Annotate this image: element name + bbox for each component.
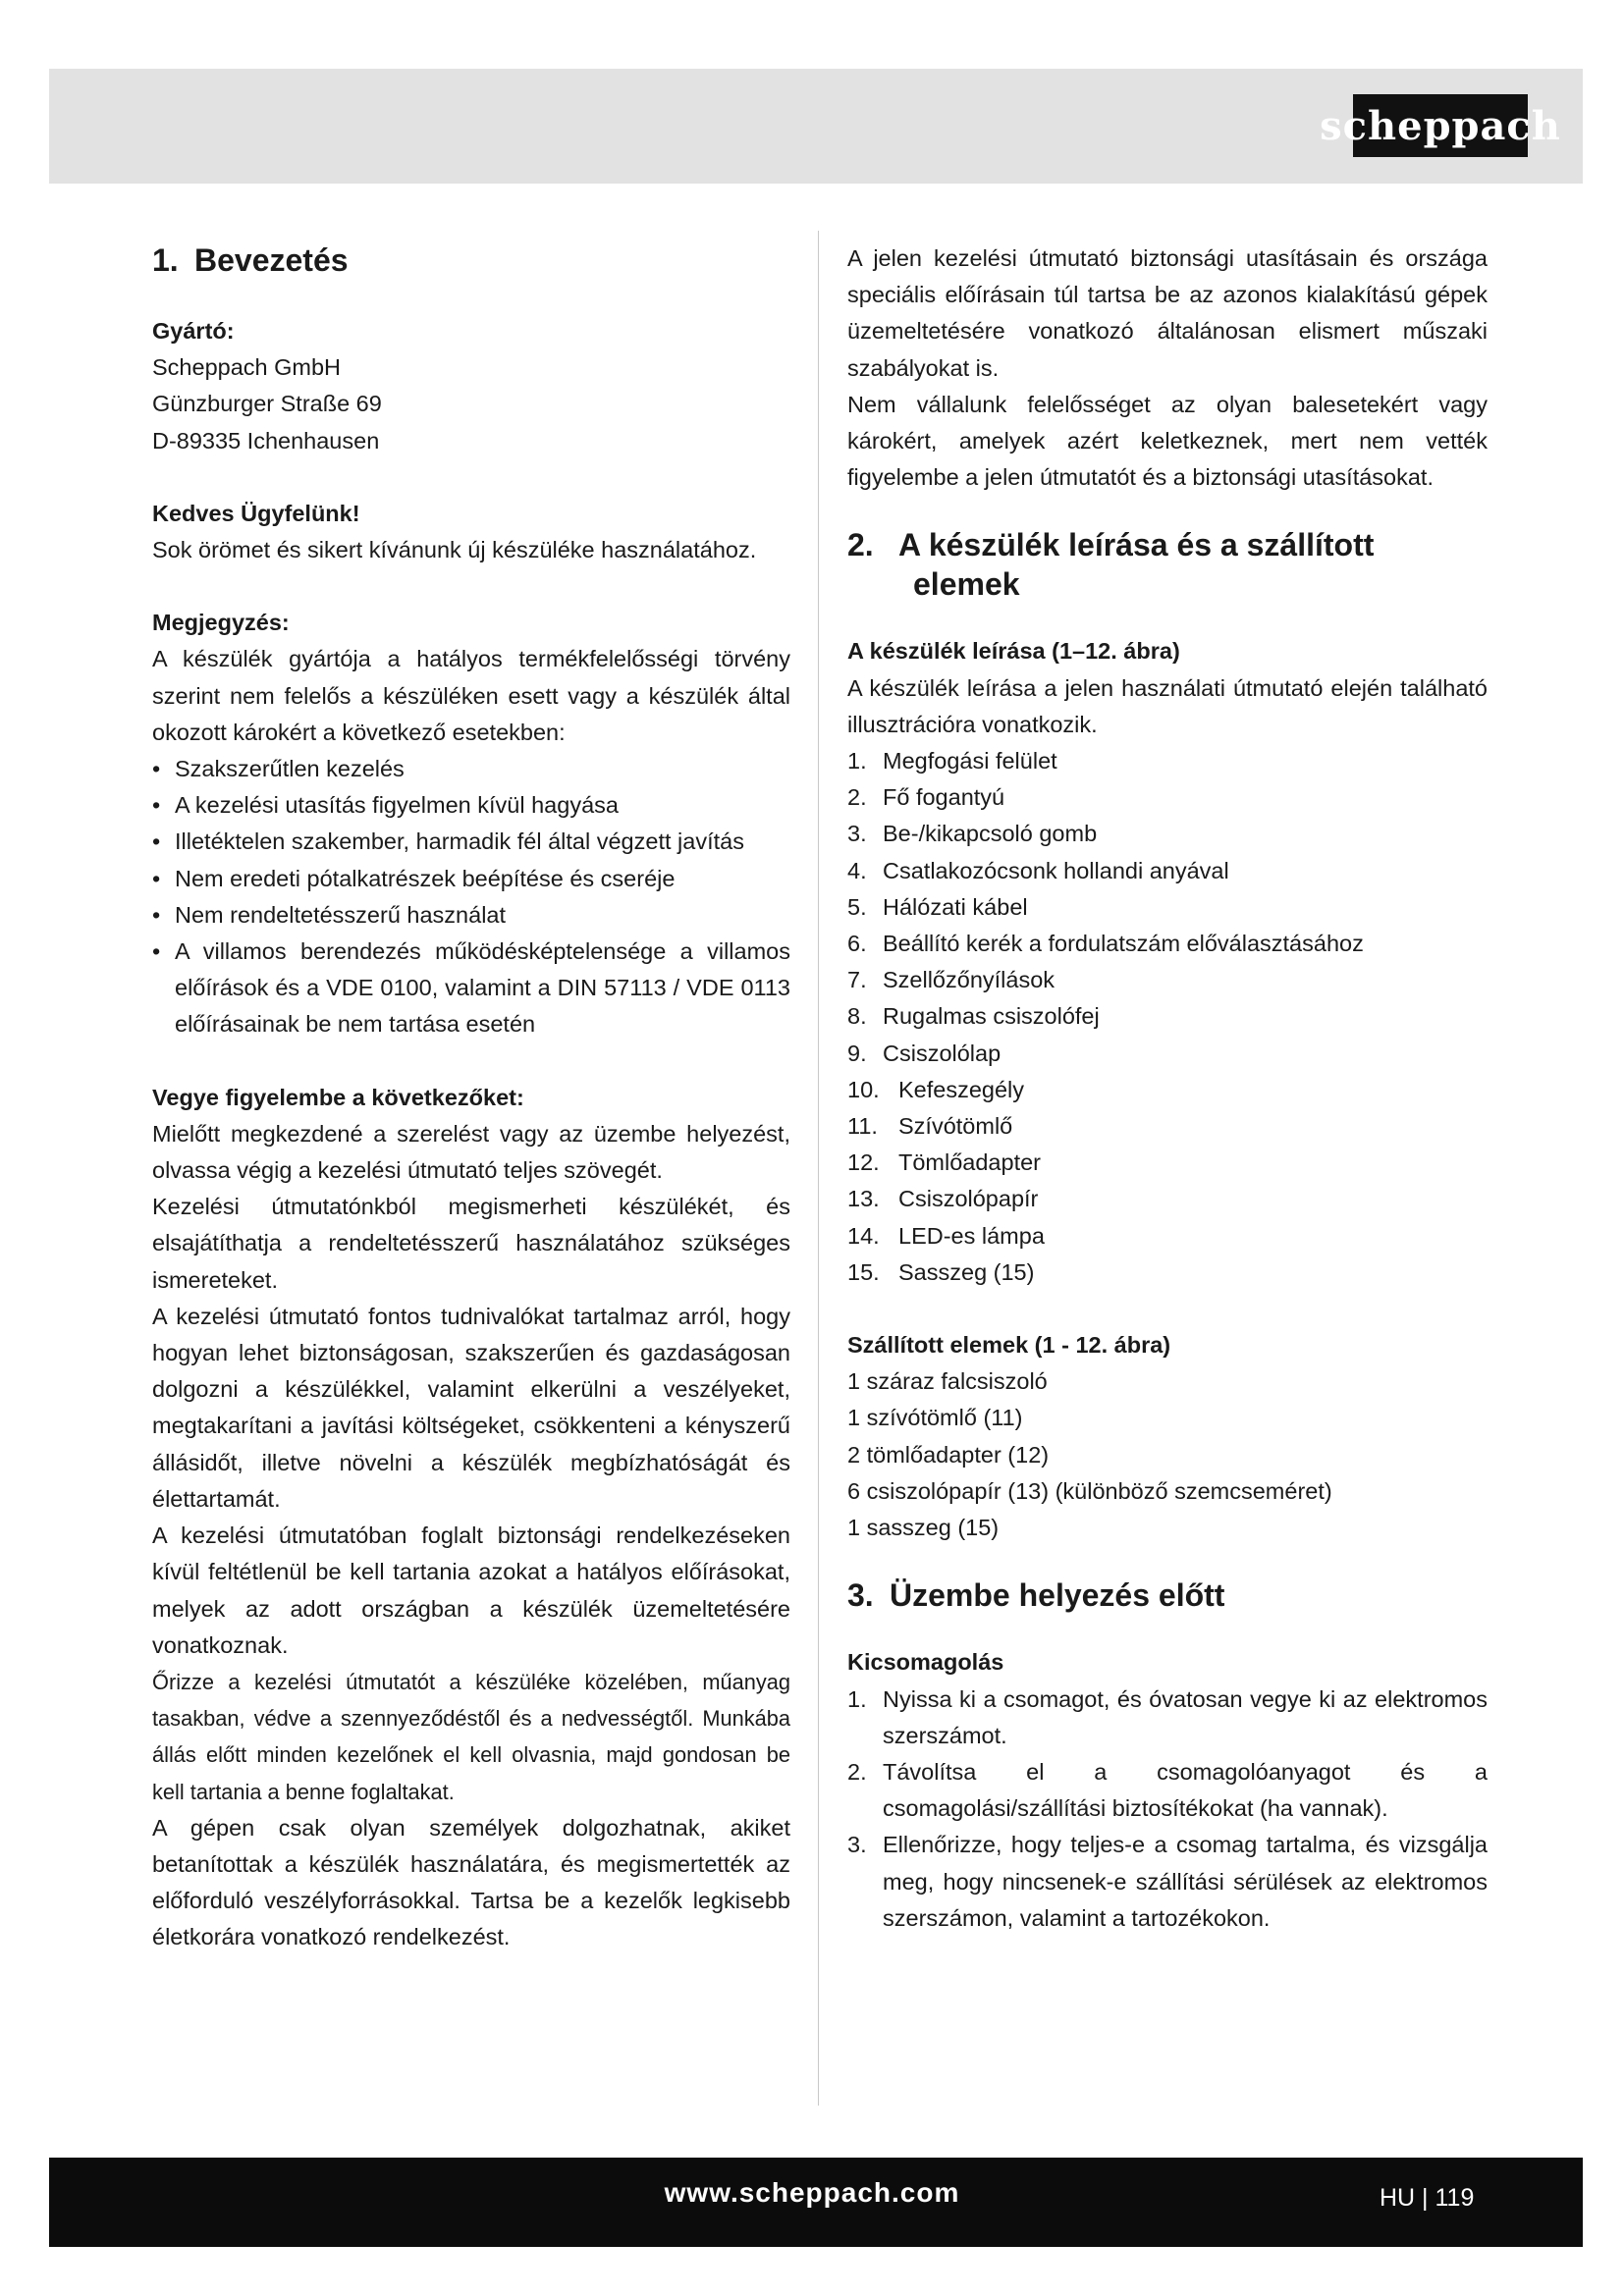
observe-paragraph: Mielőtt megkezdené a szerelést vagy az üzembe helyezést, olvassa végig a kezelési útmutató teljes szövegét. [152,1120,790,1184]
section-2-title: A készülék leírása és a szállított [898,527,1375,563]
section-2-number: 2. [847,527,874,563]
dear-customer-text: Sok örömet és sikert kívánunk új készüléke használatához. [152,537,757,563]
section-3-heading [847,1575,1488,1615]
list-item: 9. Csiszolólap [847,1040,1001,1066]
section-1-title: Bevezetés [194,242,349,278]
scheppach-logo [1320,94,1561,157]
manufacturer-label: Gyártó: [152,318,235,344]
list-item: 1. Megfogási felület [847,748,1057,774]
observe-label: Vegye figyelembe a következőket: [152,1084,524,1110]
list-item: 2. Távolítsa el a csomagolóanyagot és a csomagolási/szállítási biztosítékokat (ha vannak). [847,1758,1488,1822]
parts-list-continued [847,1072,1488,1291]
list-item: • Nem rendeltetésszerű használat [152,901,507,928]
list-item: • Nem eredeti pótalkatrészek beépítése és cseréje [152,865,676,891]
list-item: 14. LED-es lámpa [847,1222,1045,1249]
supplied-item: 1 sasszeg (15) [847,1515,1000,1541]
list-item: 7. Szellőzőnyílások [847,967,1056,993]
observe-paragraph: A kezelési útmutatóban foglalt biztonsági rendelkezéseken kívül feltétlenül be kell tartania azokat a hatályos előírásokat, melyek az adott országban a készülék üzemeltetésére vonatkoznak. [152,1522,790,1658]
observe-paragraph: A kezelési útmutató fontos tudnivalókat tartalmaz arról, hogy hogyan lehet biztonságosan, szakszerűen és gazdaságosan dolgozni a készülékkel, valamint elkerülni a veszélyeket, megtakarítani a javítási költségeket, csökkenteni a kényszerű állásidőt, illetve növelni a készülék megbízhatóságát és élettartamát. [152,1303,790,1512]
list-item: 11. Szívótömlő [847,1113,1013,1140]
supplied-item: 2 tömlőadapter (12) [847,1441,1050,1468]
section-1-heading [152,240,790,280]
list-item: 5. Hálózati kábel [847,893,1028,920]
list-item: 12. Tömlőadapter [847,1149,1041,1176]
column-divider [818,231,819,2106]
left-column [152,240,790,1956]
manufacturer-line: D-89335 Ichenhausen [152,427,380,454]
list-item: 3. Ellenőrizze, hogy teljes-e a csomag tartalma, és vizsgálja meg, hogy nincsenek-e szállítási sérülések az elektromos szerszámon, valamint a tartozékokon. [847,1832,1488,1931]
supplied-item: 1 szívótömlő (11) [847,1405,1023,1431]
page-number: 119 [1435,2184,1475,2212]
note-text: A készülék gyártója a hatályos termékfelelősségi törvény szerint nem felelős a készüléken esett vagy a készülék által okozott károkért a következő esetekben: [152,646,790,745]
observe-paragraph: Kezelési útmutatónkból megismerheti készülékét, és elsajátíthatja a rendeltetésszerű használatához szükséges ismereteket. [152,1194,790,1293]
note-label: Megjegyzés: [152,610,290,636]
parts-list [847,743,1488,1072]
list-item: • Szakszerűtlen kezelés [152,756,405,782]
language-code: HU [1380,2184,1416,2212]
list-item: 4. Csatlakozócsonk hollandi anyával [847,857,1229,883]
intro-paragraph: Nem vállalunk felelősséget az olyan balesetekért vagy károkért, amelyek azért keletkeznek, mert nem vették figyelembe a jelen útmutatót és a biztonsági utasításokat. [847,391,1488,491]
list-item: 6. Beállító kerék a fordulatszám előválasztásához [847,931,1364,957]
list-item: 3. Be-/kikapcsoló gomb [847,821,1098,847]
list-item: 1. Nyissa ki a csomagot, és óvatosan vegye ki az elektromos szerszámot. [847,1685,1488,1748]
page-indicator: HU | 119 [1380,2184,1475,2212]
supplied-item: 1 száraz falcsiszoló [847,1368,1048,1395]
description-label: A készülék leírása (1–12. ábra) [847,638,1180,665]
note-bullet-list [152,751,790,1043]
section-1-number: 1. [152,242,179,278]
right-column [847,240,1488,1937]
footer-url[interactable]: www.scheppach.com [664,2177,960,2208]
list-item: 10. Kefeszegély [847,1076,1025,1102]
section-2-heading [847,525,1488,604]
section-3-title: Üzembe helyezés előtt [890,1577,1225,1614]
list-item: 13. Csiszolópapír [847,1186,1039,1212]
list-item: 2. Fő fogantyú [847,784,1005,811]
manufacturer-line: Günzburger Straße 69 [152,391,382,417]
observe-paragraph: Őrizze a kezelési útmutatót a készüléke közelében, műanyag tasakban, védve a szennyeződéstől és a nedvességtől. Munkába állás előtt minden kezelőnek el kell olvasnia, majd gondosan be kell tartania a benne foglaltakat. [152,1669,790,1804]
list-item: 8. Rugalmas csiszolófej [847,1003,1100,1030]
section-3-number: 3. [847,1577,874,1614]
list-item: • A kezelési utasítás figyelmen kívül hagyása [152,792,619,819]
dear-customer-label: Kedves Ügyfelünk! [152,500,360,526]
section-2-title-continued: elemek [913,566,1020,603]
list-item: 15. Sasszeg (15) [847,1258,1035,1285]
list-item: • Illetéktelen szakember, harmadik fél által végzett javítás [152,828,744,855]
supplied-label: Szállított elemek (1 - 12. ábra) [847,1332,1171,1359]
supplied-item: 6 csiszolópapír (13) (különböző szemcseméret) [847,1477,1332,1504]
logo-text: scheppach [1320,102,1561,149]
list-item: • A villamos berendezés működésképtelensége a villamos előírások és a VDE 0100, valamint a DIN 57113 / VDE 0113 előírásainak be nem tartása esetén [152,938,790,1038]
intro-paragraph: A jelen kezelési útmutató biztonsági utasításain és országa speciális előírásain túl tartsa be az azonos kialakítású gépek üzemeltetésére vonatkozó általánosan elismert műszaki szabályokat is. [847,245,1488,381]
observe-paragraph: A gépen csak olyan személyek dolgozhatnak, akiket betanítottak a készülék használatára, és megismertették az előforduló veszélyforrásokkal. Tartsa be a kezelők legkisebb életkorára vonatkozó rendelkezést. [152,1814,790,1950]
unpacking-label: Kicsomagolás [847,1649,1004,1676]
unpacking-steps [847,1682,1488,1937]
manufacturer-line: Scheppach GmbH [152,354,342,381]
description-text: A készülék leírása a jelen használati útmutató elején található illusztrációra vonatkozik. [847,674,1488,737]
